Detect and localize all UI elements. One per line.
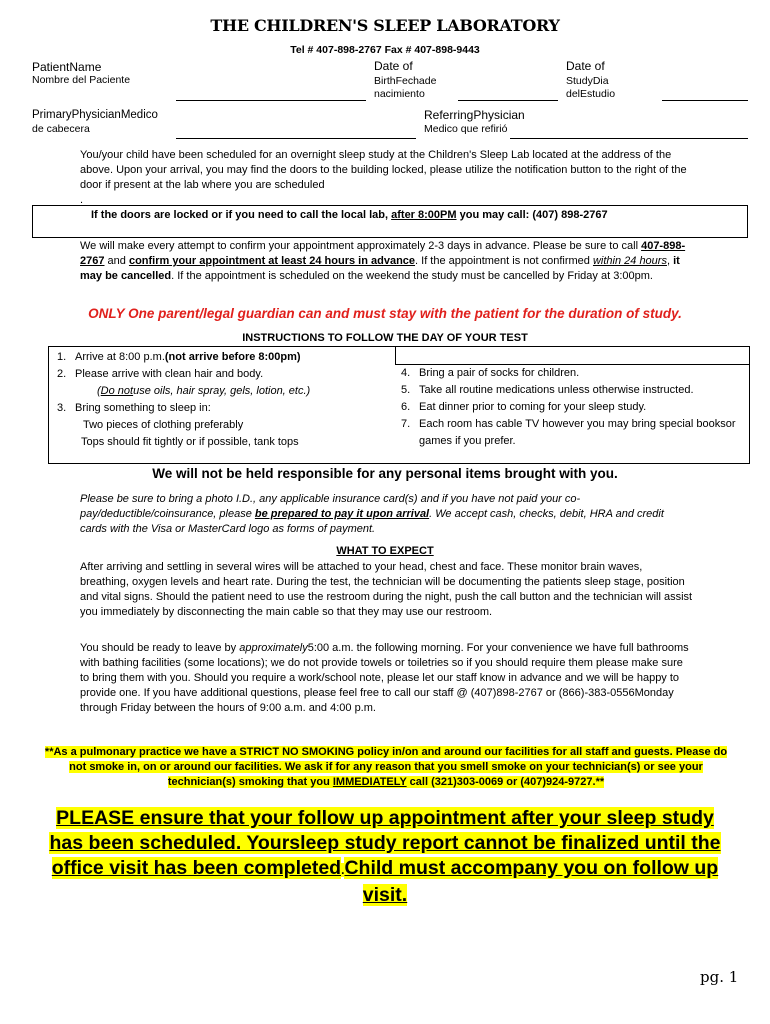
page-number: pg. 1 [700, 968, 739, 986]
referring-physician-es-label: Medico que refirió [424, 123, 508, 135]
instructions-left-list [57, 349, 387, 451]
expect-paragraph-1: After arriving and settling in several wires will be attached to your head, chest and face. These monitor brain waves, breathing, oxygen levels and heart rate. During the test, the technician will be documenting the patients sleep stage, position and vital signs. Should the patient need to use the restroom during the night, push the call button and the technician will assist you immediately by disconnecting the main cable so that they may use our restroom. [80, 561, 693, 618]
dob-label-2: BirthFechade [374, 75, 437, 87]
study-date-label: Date of [566, 59, 605, 73]
list-item: Two pieces of clothing preferably [83, 419, 244, 431]
dob-label-3: nacimiento [374, 88, 425, 100]
dob-label: Date of [374, 59, 413, 73]
list-item: 1. Arrive at 8:00 p.m.(not arrive before 8:00pm) [57, 351, 301, 363]
list-item: 6. Eat dinner prior to coming for your sleep study. [401, 401, 647, 413]
patient-name-line[interactable] [176, 100, 366, 101]
list-item: 7. Each room has cable TV however you may bring special booksor games if you prefer. [401, 418, 736, 447]
primary-physician-label: PrimaryPhysicianMedico [32, 109, 158, 121]
instructions-box [48, 346, 750, 464]
tel-fax: Tel # 407-898-2767 Fax # 407-898-9443 [290, 44, 480, 56]
locked-doors-box: If the doors are locked or if you need to call the local lab, after 8:00PM you may call: (407) 898-2767 [32, 205, 748, 238]
followup-notice: PLEASE ensure that your follow up appointment after your sleep study has been scheduled. Yoursleep study report cannot be finalized until the office visit has been completed.Child must accompany you on follow up visit. [49, 807, 721, 906]
list-item: Tops should fit tightly or if possible, tank tops [81, 436, 299, 448]
payment-paragraph: Please be sure to bring a photo I.D., any applicable insurance card(s) and if you have not paid your co-pay/deductible/coinsurance, please be prepared to pay it upon arrival. We accept cash, checks, debit, HRA and credit cards with the Visa or MasterCard logo as forms of payment. [80, 493, 664, 535]
page-title: THE CHILDREN'S SLEEP LABORATORY [210, 16, 560, 35]
referring-physician-line[interactable] [510, 138, 748, 139]
intro-paragraph: You/your child have been scheduled for an overnight sleep study at the Children's Sleep Lab located at the address of the above. Upon your arrival, you may find the doors to the building locked, please utilize the notification button to the right of the door if present at the lab where you are scheduled . [80, 149, 687, 206]
patient-name-es-label: Nombre del Paciente [32, 74, 131, 86]
study-date-label-2: StudyDia [566, 75, 609, 87]
confirm-paragraph: We will make every attempt to confirm your appointment approximately 2-3 days in advance. Please be sure to call 407-898-2767 and confirm your appointment at least 24 hours in advance. If the appointment is not confirmed within 24 hours, it may be cancelled. If the appointment is scheduled on the weekend the study must be cancelled by Friday at 3:00pm. [80, 240, 686, 282]
list-item: ( Do not use oils, hair spray, gels, lotion, etc.) [97, 385, 311, 397]
smoking-policy: **As a pulmonary practice we have a STRICT NO SMOKING policy in/on and around our facilities for all staff and guests. Please do not smoke in, on or around our facilities. We ask if for any reason that you smell smoke on your technician(s) or see your technician(s) smoking that you IMMEDIATELY call (321)303-0069 or (407)924-9727.** [44, 746, 728, 788]
primary-physician-label-2: de cabecera [32, 123, 90, 135]
guardian-notice: ONLY One parent/legal guardian can and must stay with the patient for the duration of study. [88, 306, 682, 321]
instructions-right-list [401, 365, 745, 450]
referring-physician-label: ReferringPhysician [424, 108, 525, 122]
responsible-notice: We will not be held responsible for any personal items brought with you. [152, 466, 618, 481]
list-item: 5. Take all routine medications unless otherwise instructed. [401, 384, 694, 396]
list-item: 4. Bring a pair of socks for children. [401, 367, 580, 379]
patient-name-label: PatientName [32, 60, 102, 74]
expect-paragraph-2: You should be ready to leave by approximately5:00 a.m. the following morning. For your convenience we have full bathrooms with bathing facilities (some locations); we do not provide towels or toiletries so if you should require them please make sure to bring them with you. Should you require a work/school note, please let our staff know in advance and we will be happy to provide one. If you have additional questions, please feel free to call our staff @ (407)898-2767 or (866)-383-0556Monday through Friday between the hours of 9:00 a.m. and 4:00 p.m. [80, 642, 689, 714]
dob-line[interactable] [458, 100, 558, 101]
list-item: 3. Bring something to sleep in: [57, 402, 211, 414]
instructions-heading: INSTRUCTIONS TO FOLLOW THE DAY OF YOUR TEST [242, 332, 528, 344]
study-date-line[interactable] [662, 100, 748, 101]
what-to-expect-heading: WHAT TO EXPECT [336, 545, 434, 557]
study-date-label-3: delEstudio [566, 88, 616, 100]
primary-physician-line[interactable] [176, 138, 416, 139]
list-item: 2. Please arrive with clean hair and body. [57, 368, 264, 380]
